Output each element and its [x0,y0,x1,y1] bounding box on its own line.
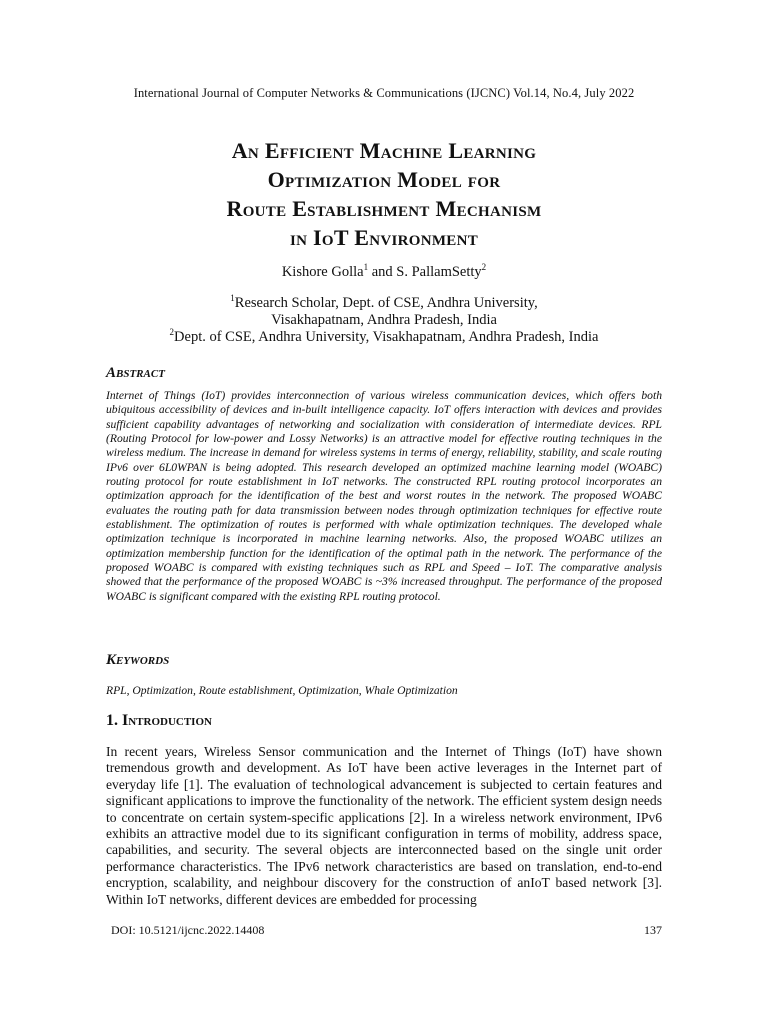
doi-link[interactable]: DOI: 10.5121/ijcnc.2022.14408 [111,923,265,937]
introduction-text: In recent years, Wireless Sensor communication and the Internet of Things (IoT) have shown tremendous growth and development. As IoT have been active leverages in the Internet part of everyday life [1]. The evaluation of technological advancement is subjected to certain features and significant applications to improve the functionality of the network. The efficient system design needs to concentrate on certain system-specific applications [2]. In a wireless network environment, IPv6 exhibits an attractive model due to its significant configuration in terms of mobility, address space, capabilities, and security. The several objects are interconnected based on the single unit order performance characteristics. The IPv6 network characteristics are based on translation, end-to-end encryption, scalability, and neighbour discovery for the construction of anIoT based network [3]. Within IoT networks, different devices are embedded for processing [106,744,662,907]
abstract-text: Internet of Things (IoT) provides interconnection of various wireless communication devices, which offers both ubiquitous accessibility of devices and in-built intelligence capacity. IoT offers interaction with devices and provides sufficient capability advantages of networking and socialization with consideration of intermediate devices. RPL (Routing Protocol for low-power and Lossy Networks) is an attractive model for effective routing techniques in the wireless medium. The increase in demand for wireless systems in terms of energy, reliability, stability, and scale routing IPv6 over 6L0WPAN is being adopted. This research developed an optimized machine learning model (WOABC) routing protocol for route establishment in IoT networks. The constructed RPL routing protocol incorporates an optimization approach for the identification of the best and worst routes in the network. The proposed WOABC evaluates the routing path for data transmission between nodes through optimization techniques for effective route establishment. The optimization of routes is performed with whale optimization techniques. The developed whale optimization technique is incorporated in machine learning networks. Also, the proposed WOABC utilizes an optimization membership function for the identification of the optimal path in the network. The performance of the proposed WOABC is compared with existing techniques such as RPL and Speed – IoT. The comparative analysis showed that the performance of the proposed WOABC is ~3% increased throughput. The performance of the proposed WOABC is significant compared with the existing RPL routing protocol. [106,389,662,603]
keywords-heading: Keywords [106,652,170,668]
author-name: S. PallamSetty [396,264,482,280]
paper-title [0,136,768,252]
keywords-text: RPL, Optimization, Route establishment, Optimization, Whale Optimization [106,684,458,697]
affiliation-text: Dept. of CSE, Andhra University, Visakhapatnam, Andhra Pradesh, India [174,329,599,345]
author-name: Kishore Golla [281,264,364,280]
author-conjunction: and [368,264,397,280]
author-list [0,264,768,281]
abstract-heading: Abstract [106,365,165,381]
affiliations [0,295,768,346]
running-header: International Journal of Computer Networks & Communications (IJCNC) Vol.14, No.4, July 2022 [133,86,635,100]
affiliation-1-line-2: Visakhapatnam, Andhra Pradesh, India [271,312,497,328]
author-affil-marker: 2 [481,262,487,272]
title-line: Route Establishment Mechanism [226,196,542,221]
affiliation-text: Research Scholar, Dept. of CSE, Andhra University, [234,295,538,311]
affil-marker: 1 [230,293,235,303]
affiliation-1 [0,295,768,312]
author-affil-marker: 1 [363,262,369,272]
title-line: An Efficient Machine Learning [231,138,537,163]
affiliation-2 [0,329,768,346]
title-line: in IoT Environment [289,225,479,250]
introduction-heading: 1. Introduction [106,712,212,729]
title-line: Optimization Model for [267,167,501,192]
page-number: 137 [644,923,662,937]
affil-marker: 2 [169,327,175,337]
